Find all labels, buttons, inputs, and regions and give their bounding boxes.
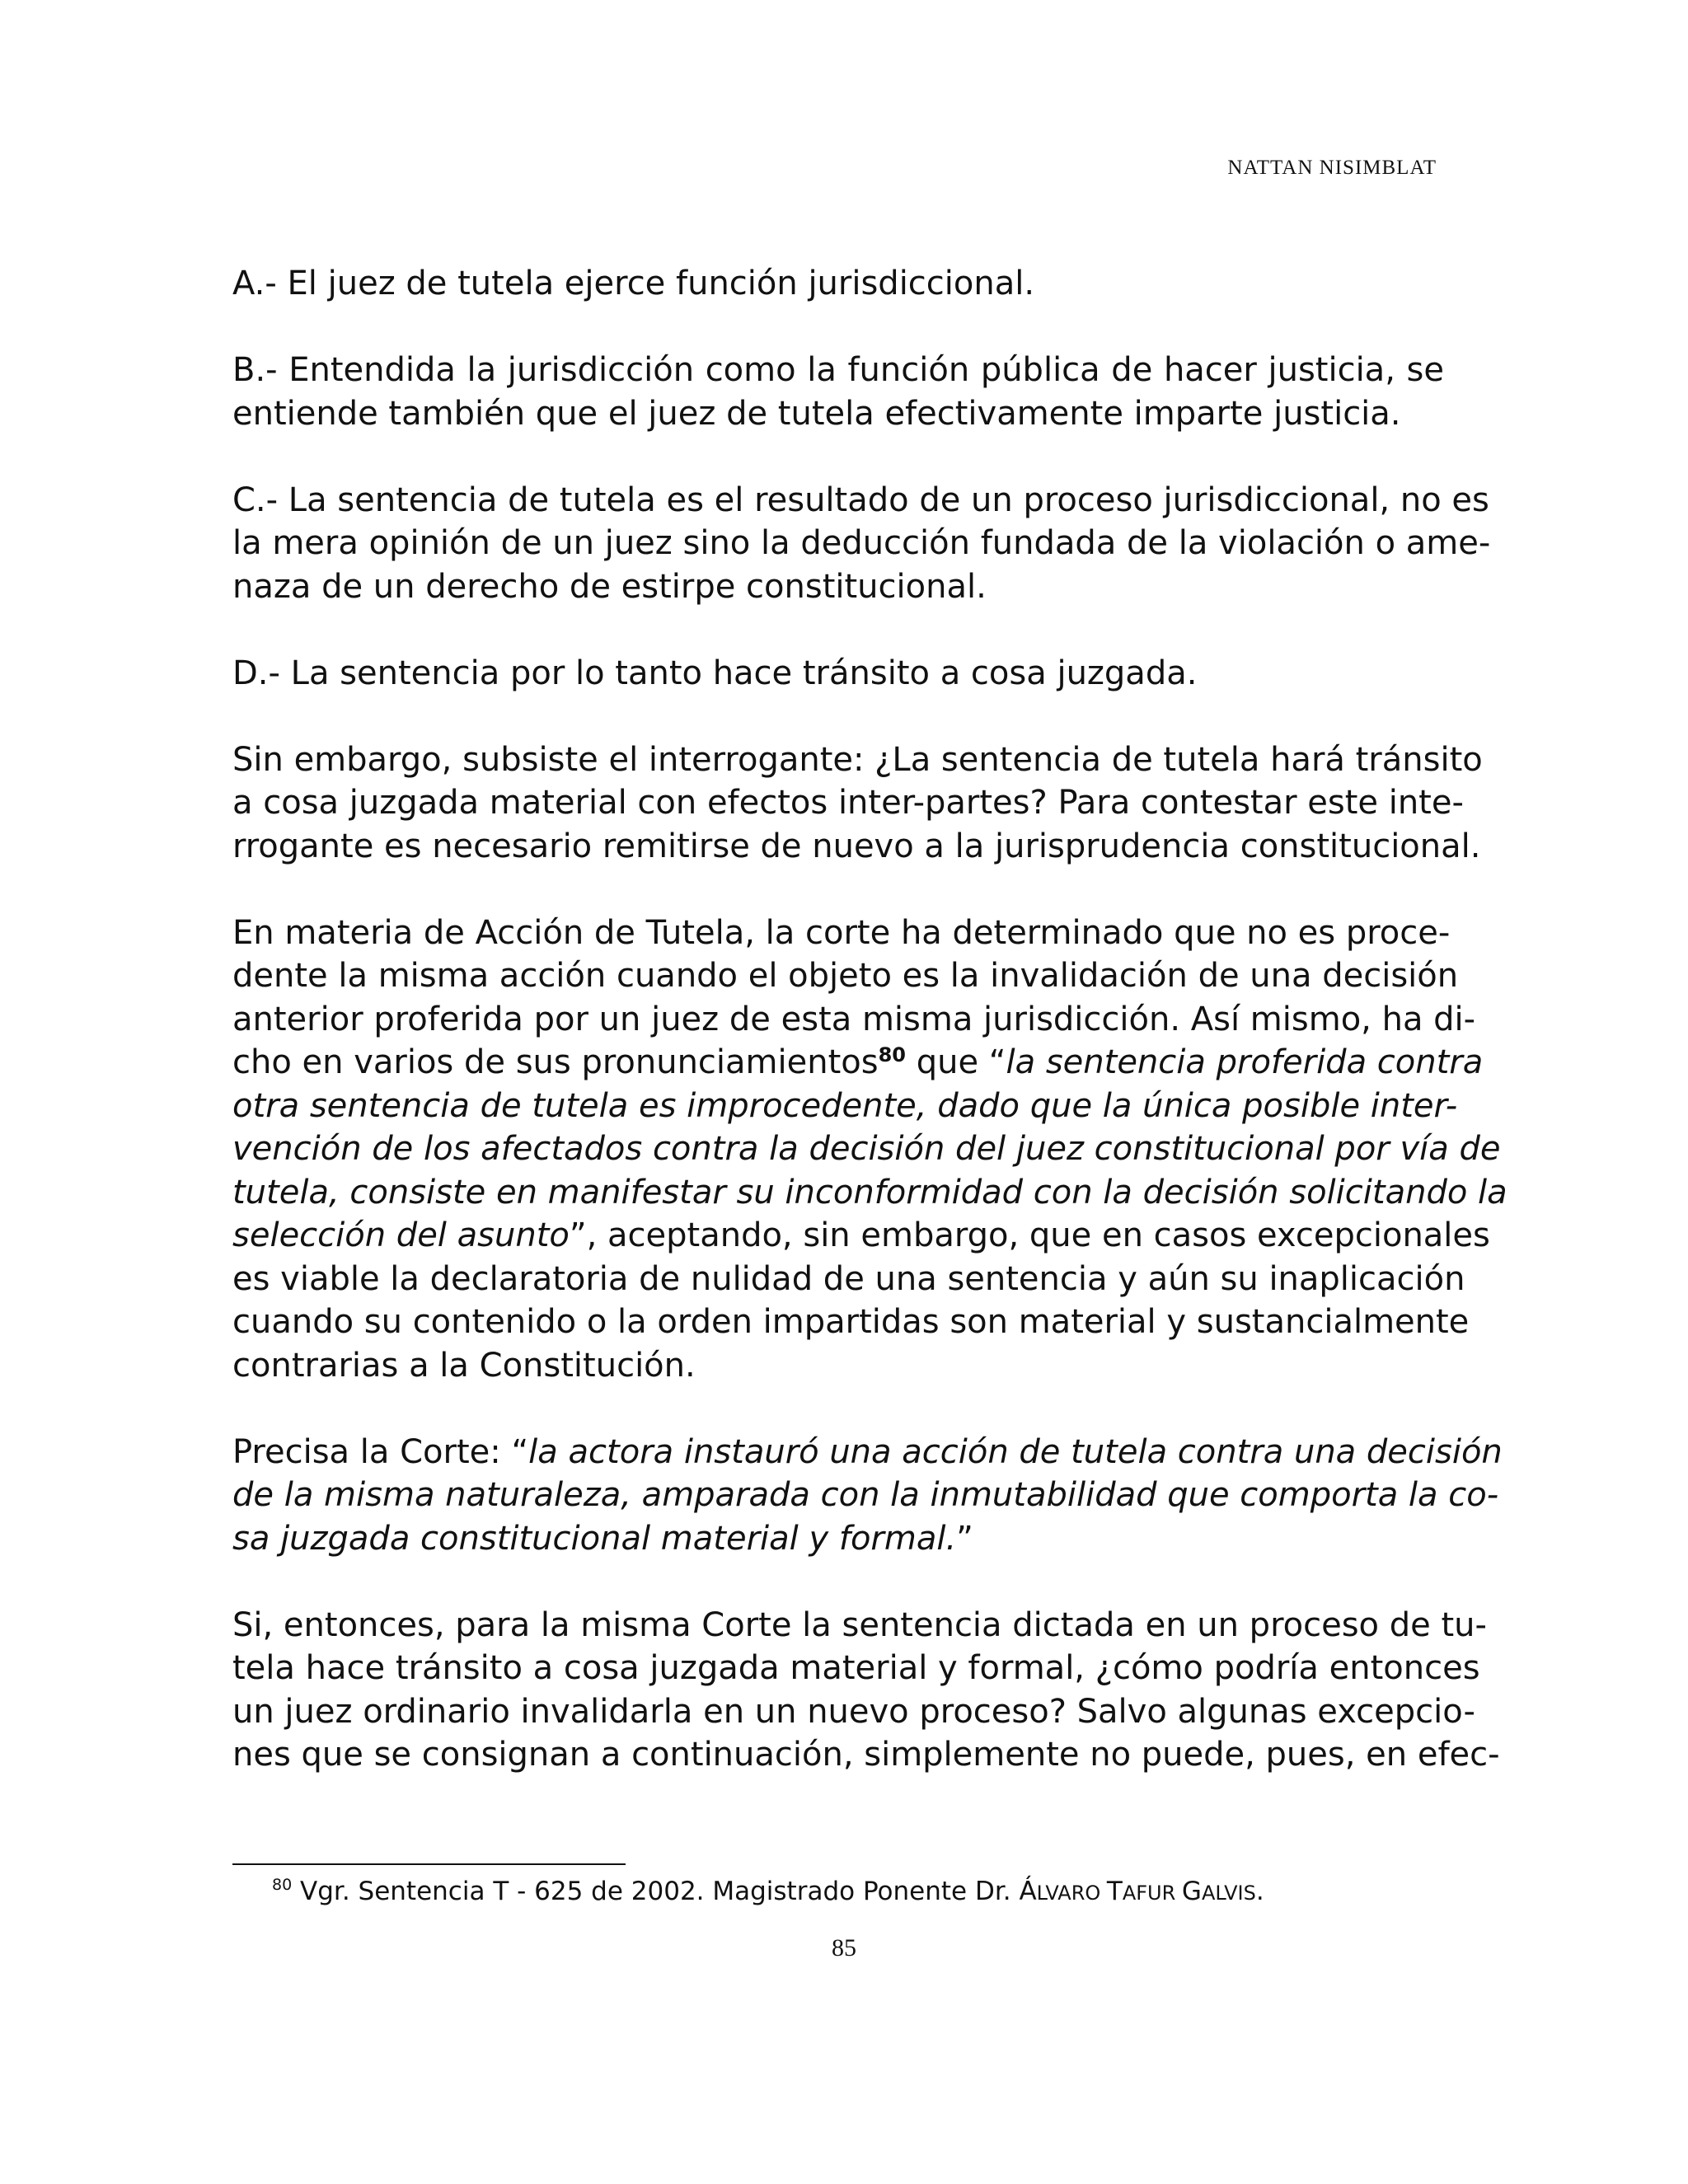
- text-run: ”: [956, 1519, 973, 1558]
- paragraph-b-line: entiende también que el juez de tutela efectivamente imparte justicia.: [232, 394, 1401, 433]
- paragraph-e-line: rrogante es necesario remitirse de nuevo a la jurisprudencia constitucional.: [232, 827, 1481, 865]
- footnote-number: 80: [272, 1876, 293, 1894]
- paragraph-f-line: cuando su contenido o la orden impartidas son material y sustancialmente: [232, 1303, 1470, 1341]
- paragraph-h-line: Si, entonces, para la misma Corte la sentencia dictada en un proceso de tu-: [232, 1605, 1487, 1644]
- paragraph-a-line: A.- El juez de tutela ejerce función jurisdiccional.: [232, 265, 1035, 302]
- text-run: ”, aceptando, sin embargo, que en casos excepcionales: [569, 1216, 1490, 1254]
- footnote-name-part: G: [1181, 1877, 1202, 1906]
- footnote-name-part: LVARO: [1036, 1882, 1107, 1905]
- paragraph-g-line: [232, 1517, 1444, 1561]
- quoted-text-line: de la misma naturaleza, amparada con la inmutabilidad que comporta la co-: [232, 1476, 1499, 1514]
- footnote-reference: 80: [878, 1043, 906, 1066]
- footnote-name-part: T: [1106, 1877, 1123, 1906]
- text-run: que “: [905, 1043, 1006, 1081]
- paragraph-b-line: B.- Entendida la jurisdicción como la función pública de hacer justicia, se: [232, 351, 1444, 389]
- paragraph-h-line: un juez ordinario invalidarla en un nuevo proceso? Salvo algunas excepcio-: [232, 1692, 1475, 1731]
- paragraph-c-line: C.- La sentencia de tutela es el resultado de un proceso jurisdiccional, no es: [232, 480, 1489, 519]
- paragraph-h-line: tela hace tránsito a cosa juzgada material y formal, ¿cómo podría entonces: [232, 1649, 1480, 1687]
- text-run: Precisa la Corte: “: [232, 1432, 529, 1471]
- paragraph-f-line: [232, 1214, 1490, 1258]
- footnote-separator: [232, 1863, 626, 1865]
- paragraph-d-line: D.- La sentencia por lo tanto hace tránsito a cosa juzgada.: [232, 654, 1198, 692]
- paragraph-f-line: es viable la declaratoria de nulidad de una sentencia y aún su inaplicación: [232, 1259, 1465, 1298]
- paragraph-f-line: En materia de Acción de Tutela, la corte ha determinado que no es proce-: [232, 913, 1451, 952]
- body-text: [232, 262, 1507, 1777]
- footnote-text: Vgr. Sentencia T - 625 de 2002. Magistrado Ponente Dr.: [292, 1877, 1020, 1906]
- footnote-name-part: Á: [1019, 1877, 1037, 1906]
- quoted-text: selección del asunto: [232, 1216, 570, 1254]
- paragraph-c-line: naza de un derecho de estirpe constitucional.: [232, 567, 987, 606]
- paragraph-f-line: [232, 1041, 1484, 1085]
- footnote-name-part: ALVIS: [1201, 1882, 1256, 1905]
- quoted-text-line: otra sentencia de tutela es improcedente, dado que la única posible inter-: [232, 1086, 1458, 1125]
- paragraph-e-line: Sin embargo, subsiste el interrogante: ¿La sentencia de tutela hará tránsito: [232, 740, 1483, 779]
- quoted-text-line: vención de los afectados contra la decisión del juez constitucional por vía de: [232, 1130, 1501, 1168]
- paragraph-e-line: a cosa juzgada material con efectos inter-partes? Para contestar este inte-: [232, 784, 1464, 822]
- running-head: NATTAN NISIMBLAT: [1227, 157, 1437, 179]
- quoted-text: sa juzgada constitucional material y formal.: [232, 1519, 957, 1558]
- paragraph-f-line: contrarias a la Constitución.: [232, 1346, 696, 1385]
- page-number: 85: [832, 1934, 856, 1961]
- paragraph-g-line: [232, 1431, 1503, 1474]
- quoted-text-line: tutela, consiste en manifestar su inconformidad con la decisión solicitando la: [232, 1173, 1507, 1212]
- quoted-text: la actora instauró una acción de tutela contra una decisión: [528, 1432, 1503, 1471]
- text-run: cho en varios de sus pronunciamientos: [232, 1043, 879, 1081]
- paragraph-f-line: anterior proferida por un juez de esta misma jurisdicción. Así mismo, ha di-: [232, 1000, 1476, 1038]
- footnote-name-part: AFUR: [1122, 1882, 1182, 1905]
- paragraph-c-line: la mera opinión de un juez sino la deducción fundada de la violación o ame-: [232, 524, 1491, 562]
- quoted-text: la sentencia proferida contra: [1006, 1043, 1484, 1081]
- footnote: [272, 1875, 1264, 1910]
- footnote-name-part: .: [1255, 1877, 1264, 1906]
- paragraph-f-line: dente la misma acción cuando el objeto es la invalidación de una decisión: [232, 957, 1459, 995]
- paragraph-h-line: nes que se consignan a continuación, simplemente no puede, pues, en efec-: [232, 1736, 1500, 1774]
